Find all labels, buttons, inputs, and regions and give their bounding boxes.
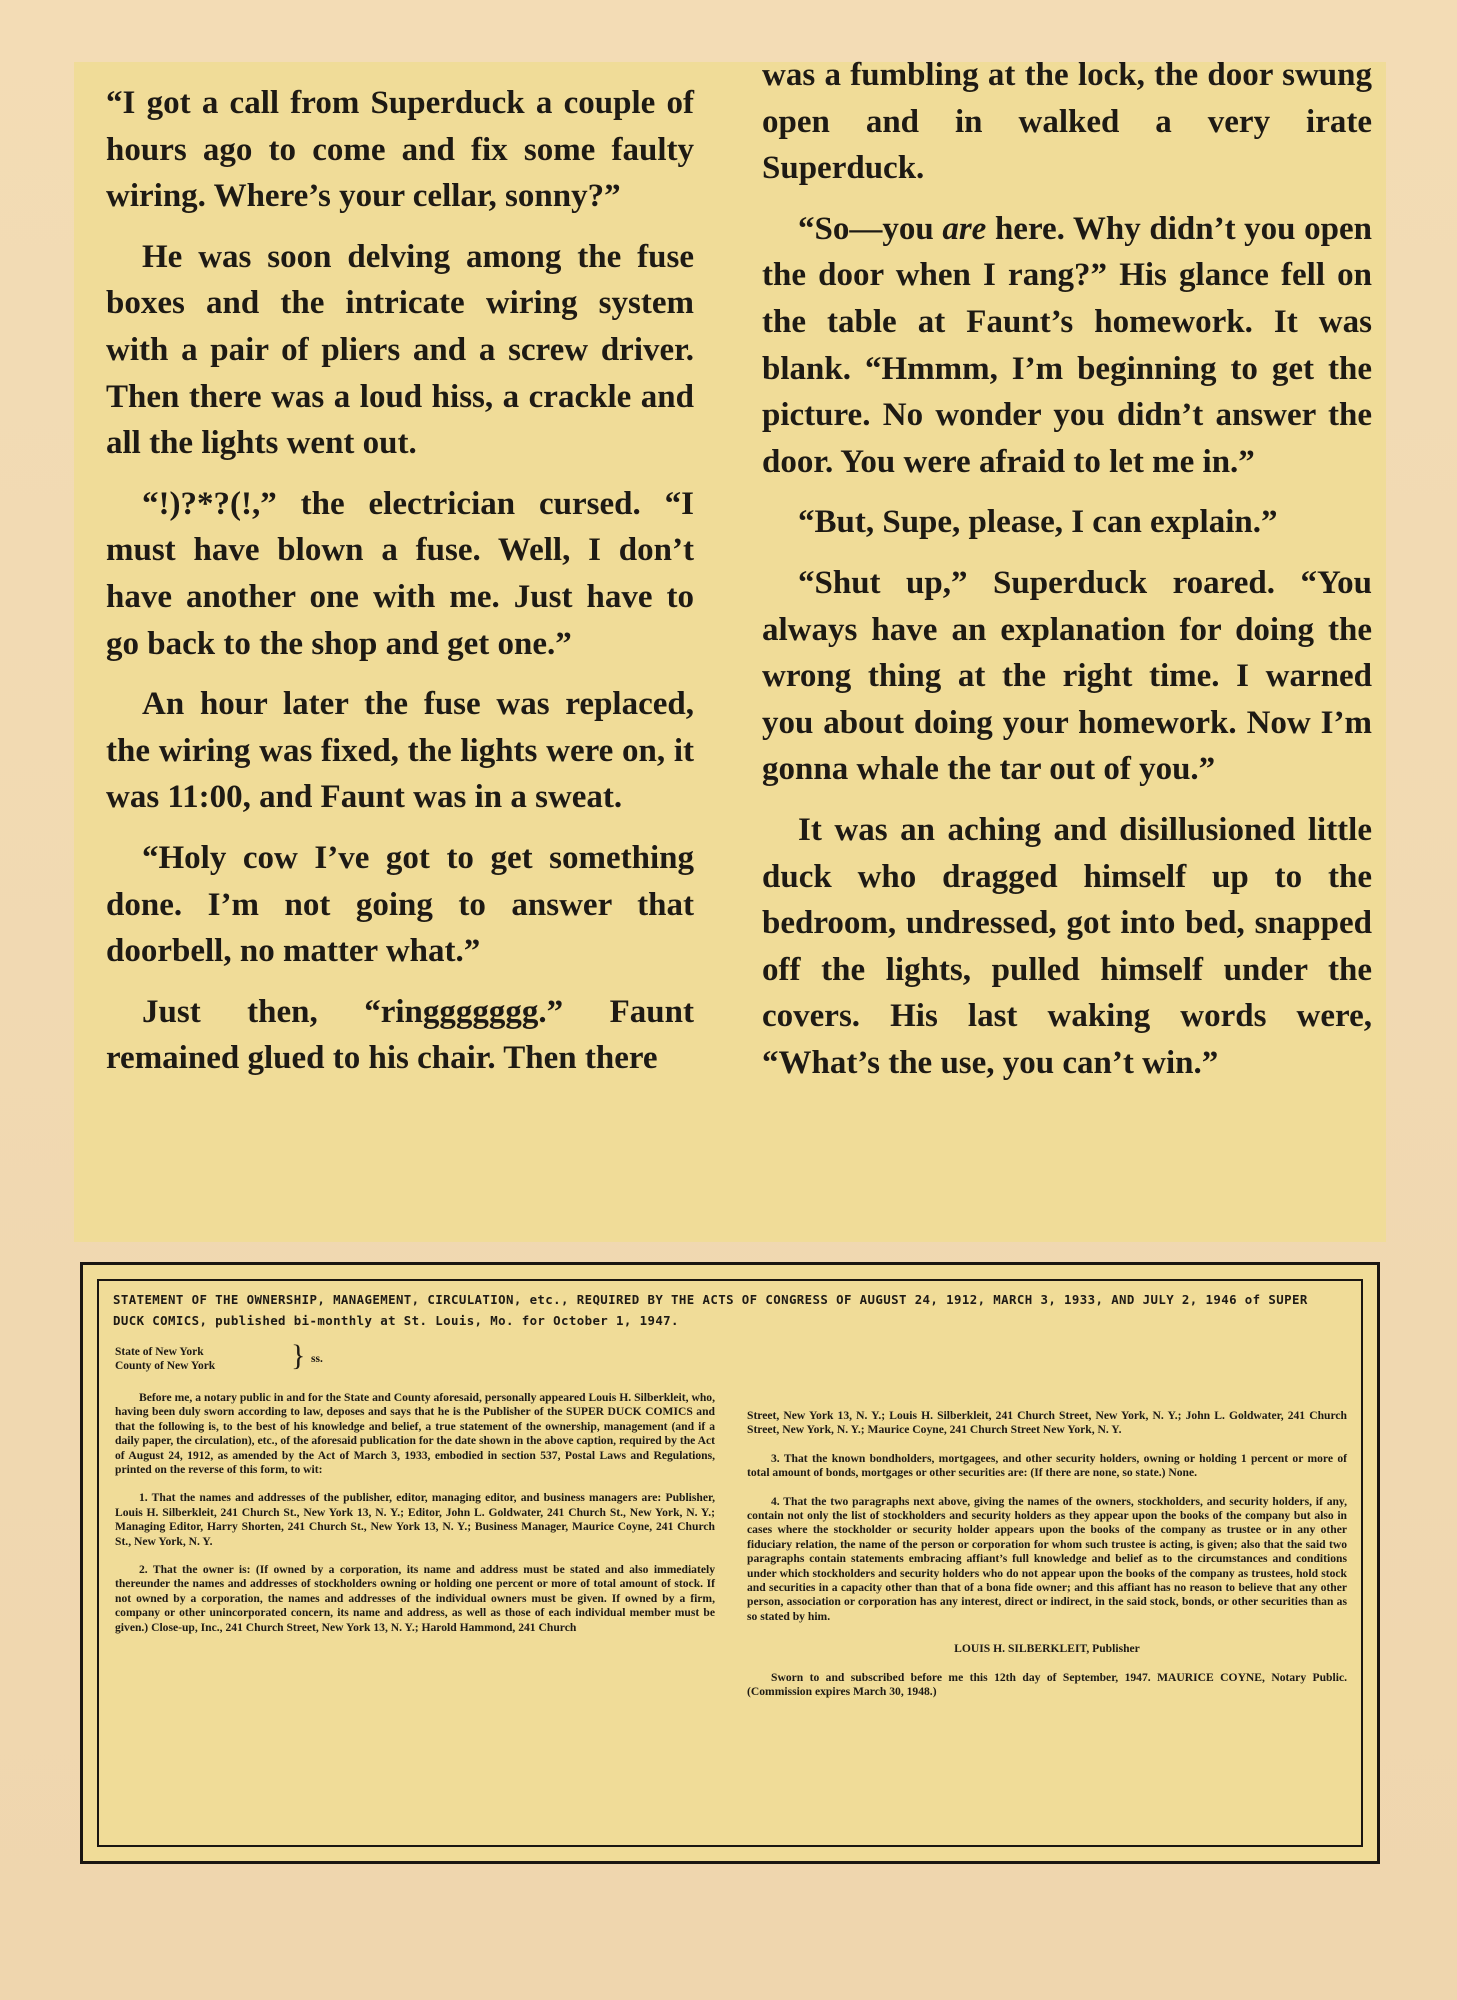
venue-state: State of New York — [115, 1346, 204, 1358]
statement-left-column — [115, 1391, 715, 1649]
story-right-column — [762, 52, 1372, 1100]
story-text: here. Why didn’t you open the door when I rang?” His glance fell on the table at Faunt’s homework. It was blank. “Hmmm, I’m beginning to get the picture. No wonder you didn’t answer the door. You were afraid to let me in.” — [762, 210, 1372, 480]
story-paragraph: It was an aching and disillusioned little duck who dragged himself up to the bedroom, undressed, got into bed, snapped off the lights, pulled himself under the covers. His last waking words were, “What’s the use, you can’t win.” — [762, 811, 1372, 1081]
statement-paragraph: 2. That the owner is: (If owned by a corporation, its name and address must be stated and also immediately thereunder the names and addresses of stockholders owning or holding one percent or more of total amount of stock. If not owned by a corporation, the names and addresses of the individual owners must be given. If owned by a firm, company or other unincorporated concern, its name and address, as well as those of each individual member must be given.) Close-up, Inc., 241 Church Street, New York 13, N. Y.; Harold Hammond, 241 Church — [115, 1563, 715, 1634]
story-paragraph: He was soon delving among the fuse boxes and the intricate wiring system with a pair of pliers and a screw driver. Then there was a loud hiss, a crackle and all the lights went out. — [106, 238, 694, 462]
story-paragraph: “But, Supe, please, I can explain.” — [798, 504, 1278, 541]
story-paragraph: “Shut up,” Superduck roared. “You always have an explanation for doing the wrong thing at the right time. I warned you about doing your homework. Now I’m gonna whale the tar out of you.” — [762, 564, 1372, 788]
story-paragraph: An hour later the fuse was replaced, the wiring was fixed, the lights were on, it was 11:00, and Faunt was in a sweat. — [106, 686, 694, 816]
statement-paragraph: 1. That the names and addresses of the publisher, editor, managing editor, and business managers are: Publisher, Louis H. Silberkleit, 241 Church St., New York 13, N. Y.; Editor, John L. Goldwater, 241 Church St., New York, N. Y.; Managing Editor, Harry Shorten, 241 Church St., New York 13, N. Y.; Business Manager, Maurice Coyne, 241 Church St., New York, N. Y. — [115, 1491, 715, 1548]
ownership-statement-box — [80, 1262, 1380, 1864]
story-paragraph — [762, 206, 1372, 486]
statement-heading: STATEMENT OF THE OWNERSHIP, MANAGEMENT, CIRCULATION, etc., REQUIRED BY THE ACTS OF CONGRESS OF AUGUST 24, 1912, MARCH 3, 1933, AND JULY 2, 1946 of SUPER DUCK COMICS, published bi-monthly at St. Louis, Mo. for October 1, 1947. — [113, 1292, 1308, 1328]
publisher-signature: LOUIS H. SILBERKLEIT, Publisher — [954, 1642, 1140, 1656]
story-paragraph: was a fumbling at the lock, the door swung open and in walked a very irate Superduck. — [762, 57, 1372, 187]
story-emphasis: are — [942, 210, 987, 247]
statement-paragraph: 3. That the known bondholders, mortgagees, and other security holders, owning or holding 1 percent or more of total amount of bonds, mortgages or other securities are: (If there are none, so state.) None. — [747, 1451, 1347, 1480]
story-left-column — [106, 80, 694, 1096]
statement-venue — [115, 1339, 323, 1373]
statement-paragraph: Street, New York 13, N. Y.; Louis H. Silberkleit, 241 Church Street, New York, N. Y.; John L. Goldwater, 241 Church Street, New York, N. Y.; Maurice Coyne, 241 Church Street New York, N. Y. — [747, 1409, 1347, 1437]
statement-paragraph: Before me, a notary public in and for the State and County aforesaid, personally appeared Louis H. Silberkleit, who, having been duly sworn according to law, deposes and says that he is the Publisher of the SUPER DUCK COMICS and that the following is, to the best of his knowledge and belief, a true statement of the ownership, management (and if a daily paper, the circulation), etc., of the aforesaid publication for the date shown in the above caption, required by the Act of August 24, 1912, as amended by the Act of March 3, 1933, embodied in section 537, Postal Laws and Regulations, printed on the reverse of this form, to wit: — [115, 1391, 715, 1477]
venue-ss: ss. — [311, 1353, 323, 1365]
story-text-panel — [74, 57, 1386, 1242]
statement-paragraph: 4. That the two paragraphs next above, giving the names of the owners, stockholders, and security holders, if any, contain not only the list of stockholders and security holders as they appear upon the books of the company but also in cases where the stockholder or security holder appears upon the books of the company as trustee or in any other fiduciary relation, the name of the person or corporation for whom such trustee is acting, is given; also that the said two paragraphs contain statements embracing affiant’s full knowledge and belief as to the circumstances and conditions under which stockholders and security holders who do not appear upon the books of the company as trustees, hold stock and securities in a capacity other than that of a bona fide owner; and this affiant has no reason to believe that any other person, association or corporation has any interest, direct or indirect, in the said stock, bonds, or other securities than as so stated by him. — [747, 1494, 1347, 1623]
story-paragraph: “!)?*?(!,” the electrician cursed. “I must have blown a fuse. Well, I don’t have another one with me. Just have to go back to the shop and get one.” — [106, 485, 694, 662]
story-text: “So—you — [798, 210, 943, 247]
story-paragraph: Just then, “ringgggggg.” Faunt remained glued to his chair. Then there — [106, 993, 694, 1077]
story-paragraph: “Holy cow I’ve got to get something done. I’m not going to answer that doorbell, no matter what.” — [106, 839, 694, 970]
brace-glyph: } — [291, 1339, 306, 1372]
notary-sworn-text: Sworn to and subscribed before me this 12th day of September, 1947. MAURICE COYNE, Notary Public. (Commission expires March 30, 1948.) — [747, 1670, 1347, 1699]
venue-county: County of New York — [115, 1360, 216, 1372]
statement-right-column — [747, 1409, 1347, 1714]
story-paragraph: “I got a call from Superduck a couple of hours ago to come and fix some faulty wiring. Where’s your cellar, sonny?” — [106, 85, 694, 215]
